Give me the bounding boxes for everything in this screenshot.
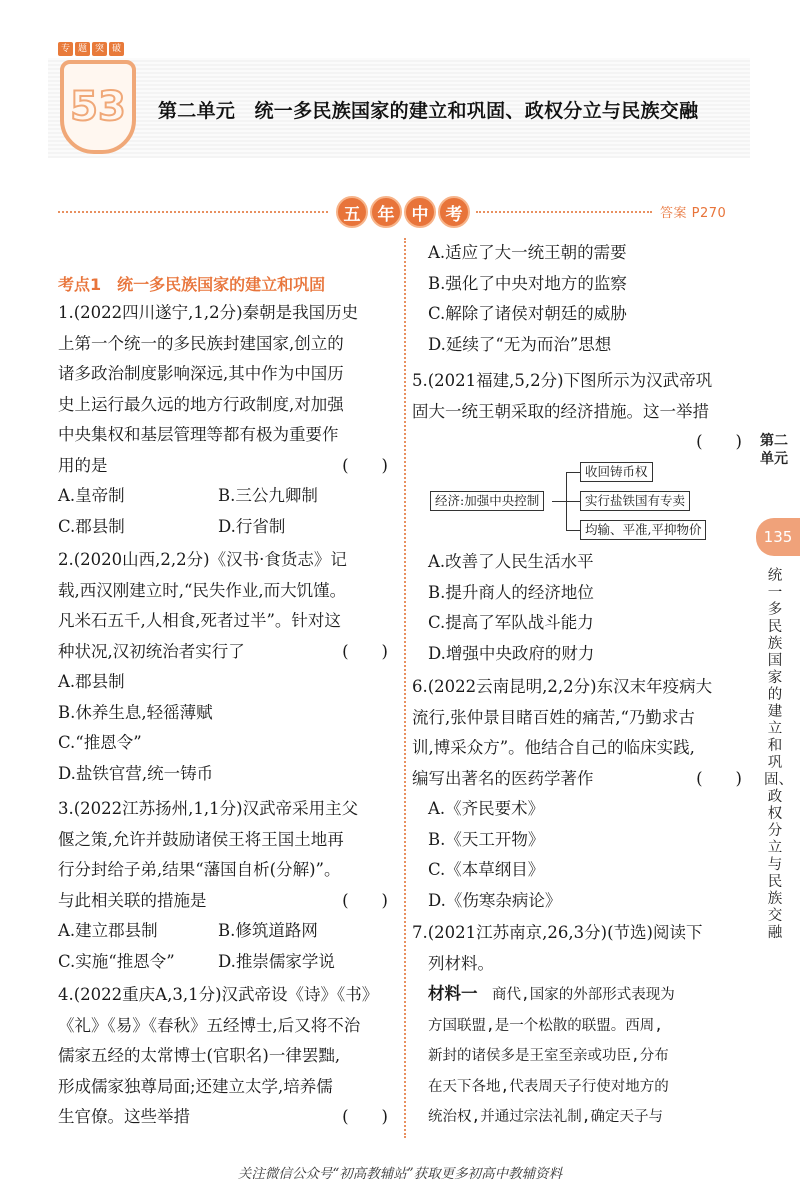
question-line: 3.(2022江苏扬州,1,1分)汉武帝采用主父	[58, 799, 359, 818]
diagram-connector	[566, 472, 580, 473]
option[interactable]: C.《本草纲目》	[428, 860, 545, 879]
option[interactable]: D.延续了“无为而治”思想	[428, 334, 612, 354]
diagram-root: 经济:加强中央控制	[430, 491, 544, 511]
question-line: 5.(2021福建,5,2分)下图所示为汉武帝巩	[412, 371, 713, 390]
question-line: 1.(2022四川遂宁,1,2分)秦朝是我国历史	[58, 303, 359, 322]
material-label: 材料一	[428, 984, 478, 1003]
diagram-connector	[552, 501, 566, 502]
question-line	[58, 451, 388, 482]
question-line: 偃之策,允许并鼓励诸侯王将王国土地再	[58, 829, 344, 849]
question-1	[58, 298, 388, 542]
question-line: 凡米石五千,人相食,死者过半”。针对这	[58, 611, 341, 630]
answer-paren[interactable]: ( )	[342, 455, 388, 475]
banner-char: 五	[336, 196, 368, 228]
question-text: 用的是	[58, 455, 108, 475]
question-5	[412, 366, 742, 458]
question-line: 中央集权和基层管理等都有极为重要作	[58, 425, 339, 444]
diagram-branch: 实行盐铁国有专卖	[580, 491, 690, 511]
question-line: 6.(2022云南昆明,2,2分)东汉末年疫病大	[412, 677, 713, 696]
option[interactable]: D.增强中央政府的财力	[428, 643, 595, 663]
banner-char: 中	[404, 196, 436, 228]
option[interactable]: B.《天工开物》	[428, 829, 545, 849]
option[interactable]: B.休养生息,轻徭薄赋	[58, 702, 213, 722]
option[interactable]: B.修筑道路网	[218, 921, 318, 940]
section-title: 考点1 统一多民族国家的建立和巩固	[58, 275, 326, 294]
option[interactable]: A.建立郡县制	[58, 921, 158, 940]
question-line: 2.(2020山西,2,2分)《汉书·食货志》记	[58, 550, 347, 569]
question-line	[412, 427, 742, 458]
page-number-tab: 135	[756, 518, 800, 556]
economic-measures-diagram	[430, 462, 730, 542]
question-7	[412, 918, 742, 1133]
question-line: 形成儒家独尊局面;还建立太学,培养儒	[58, 1076, 333, 1096]
question-text: 与此相关联的措施是	[58, 890, 207, 910]
answer-paren[interactable]: ( )	[342, 1107, 388, 1126]
unit-title: 第二单元 统一多民族国家的建立和巩固、政权分立与民族交融	[158, 100, 699, 122]
question-6	[412, 672, 742, 916]
option[interactable]: A.皇帝制	[58, 486, 125, 505]
answer-paren[interactable]: ( )	[342, 641, 388, 661]
diagram-connector	[566, 501, 580, 502]
option[interactable]: C.“推恩令”	[58, 733, 142, 752]
question-5-options	[428, 547, 748, 669]
question-line	[412, 764, 742, 795]
question-line: 儒家五经的太常博士(官职名)一律罢黜,	[58, 1046, 341, 1065]
question-4	[58, 980, 388, 1133]
banner-divider-left	[58, 211, 328, 213]
option[interactable]: D.推崇儒家学说	[218, 951, 335, 971]
diagram-connector	[566, 530, 580, 531]
option[interactable]: A.改善了人民生活水平	[428, 552, 594, 571]
logo-tag: 破	[109, 42, 124, 56]
column-divider	[404, 238, 406, 1138]
question-2	[58, 545, 388, 789]
question-line: 史上运行最久远的地方行政制度,对加强	[58, 394, 344, 414]
option[interactable]: A.郡县制	[58, 672, 125, 691]
question-line: 训,博采众方”。他结合自己的临床实践,	[412, 738, 695, 757]
material-text: 商代,国家的外部形式表现为	[477, 987, 675, 1003]
question-4-options	[428, 238, 748, 360]
material-line	[412, 979, 742, 1011]
material-line: 方国联盟,是一个松散的联盟。西周,	[428, 1017, 663, 1034]
option[interactable]: A.《齐民要术》	[428, 799, 545, 818]
option[interactable]: B.三公九卿制	[218, 486, 318, 505]
answer-reference: 答案 P270	[660, 206, 727, 221]
banner-char: 考	[438, 196, 470, 228]
answer-paren[interactable]: ( )	[342, 890, 388, 910]
option[interactable]: C.郡县制	[58, 516, 125, 536]
option[interactable]: C.解除了诸侯对朝廷的威胁	[428, 304, 627, 323]
option[interactable]: D.《伤寒杂病论》	[428, 890, 562, 910]
option[interactable]: B.提升商人的经济地位	[428, 582, 594, 602]
question-line: 固大一统王朝采取的经济措施。这一举措	[412, 401, 709, 421]
question-line	[58, 886, 388, 917]
option[interactable]: A.适应了大一统王朝的需要	[428, 243, 627, 262]
answer-paren[interactable]: ( )	[696, 432, 742, 451]
question-line	[58, 1102, 388, 1133]
question-line: 《礼》《易》《春秋》五经博士,后又将不治	[58, 1015, 361, 1035]
option[interactable]: D.行省制	[218, 516, 286, 536]
question-text: 生官僚。这些举措	[58, 1107, 190, 1126]
option[interactable]: C.实施“推恩令”	[58, 951, 175, 971]
logo-tag: 题	[75, 42, 90, 56]
question-line: 列材料。	[428, 953, 494, 973]
brand-logo	[58, 42, 132, 152]
question-line: 流行,张仲景目睹百姓的痛苦,“乃勤求古	[412, 707, 695, 727]
question-line: 上第一个统一的多民族封建国家,创立的	[58, 333, 344, 353]
question-3	[58, 794, 388, 977]
option[interactable]: C.提高了军队战斗能力	[428, 613, 594, 632]
answer-paren[interactable]: ( )	[696, 768, 742, 788]
footer-note: 关注微信公众号“初高教辅站”获取更多初高中教辅资料	[237, 1166, 563, 1182]
logo-badge: 53	[60, 60, 136, 154]
question-line: 行分封给子弟,结果“藩国自析(分解)”。	[58, 860, 341, 879]
question-line: 载,西汉刚建立时,“民失作业,而大饥馑。	[58, 580, 347, 600]
option[interactable]: D.盐铁官营,统一铸币	[58, 763, 214, 783]
question-line	[58, 637, 388, 668]
material-line: 统治权,并通过宗法礼制,确定天子与	[428, 1109, 663, 1125]
material-line: 在天下各地,代表周天子行使对地方的	[428, 1078, 669, 1095]
question-text: 编写出著名的医药学著作	[412, 768, 594, 788]
material-line: 新封的诸侯多是王室至亲或功臣,分布	[428, 1048, 669, 1064]
banner-char: 年	[370, 196, 402, 228]
diagram-branch: 收回铸币权	[580, 462, 653, 482]
side-vertical-title: 统一多民族国家的建立和巩固、政权分立与民族交融	[764, 568, 793, 941]
banner-divider-right	[476, 211, 652, 213]
five-year-banner	[336, 196, 470, 228]
question-line: 7.(2021江苏南京,26,3分)(节选)阅读下	[412, 923, 703, 942]
diagram-branch: 均输、平准,平抑物价	[580, 520, 706, 540]
logo-tag: 专	[58, 42, 73, 56]
question-line: 4.(2022重庆A,3,1分)汉武帝设《诗》《书》	[58, 985, 379, 1004]
option[interactable]: B.强化了中央对地方的监察	[428, 273, 627, 293]
logo-tag: 突	[92, 42, 107, 56]
side-unit-label: 第二单元	[760, 433, 788, 467]
question-text: 种状况,汉初统治者实行了	[58, 641, 245, 661]
question-line: 诸多政治制度影响深远,其中作为中国历	[58, 364, 344, 383]
